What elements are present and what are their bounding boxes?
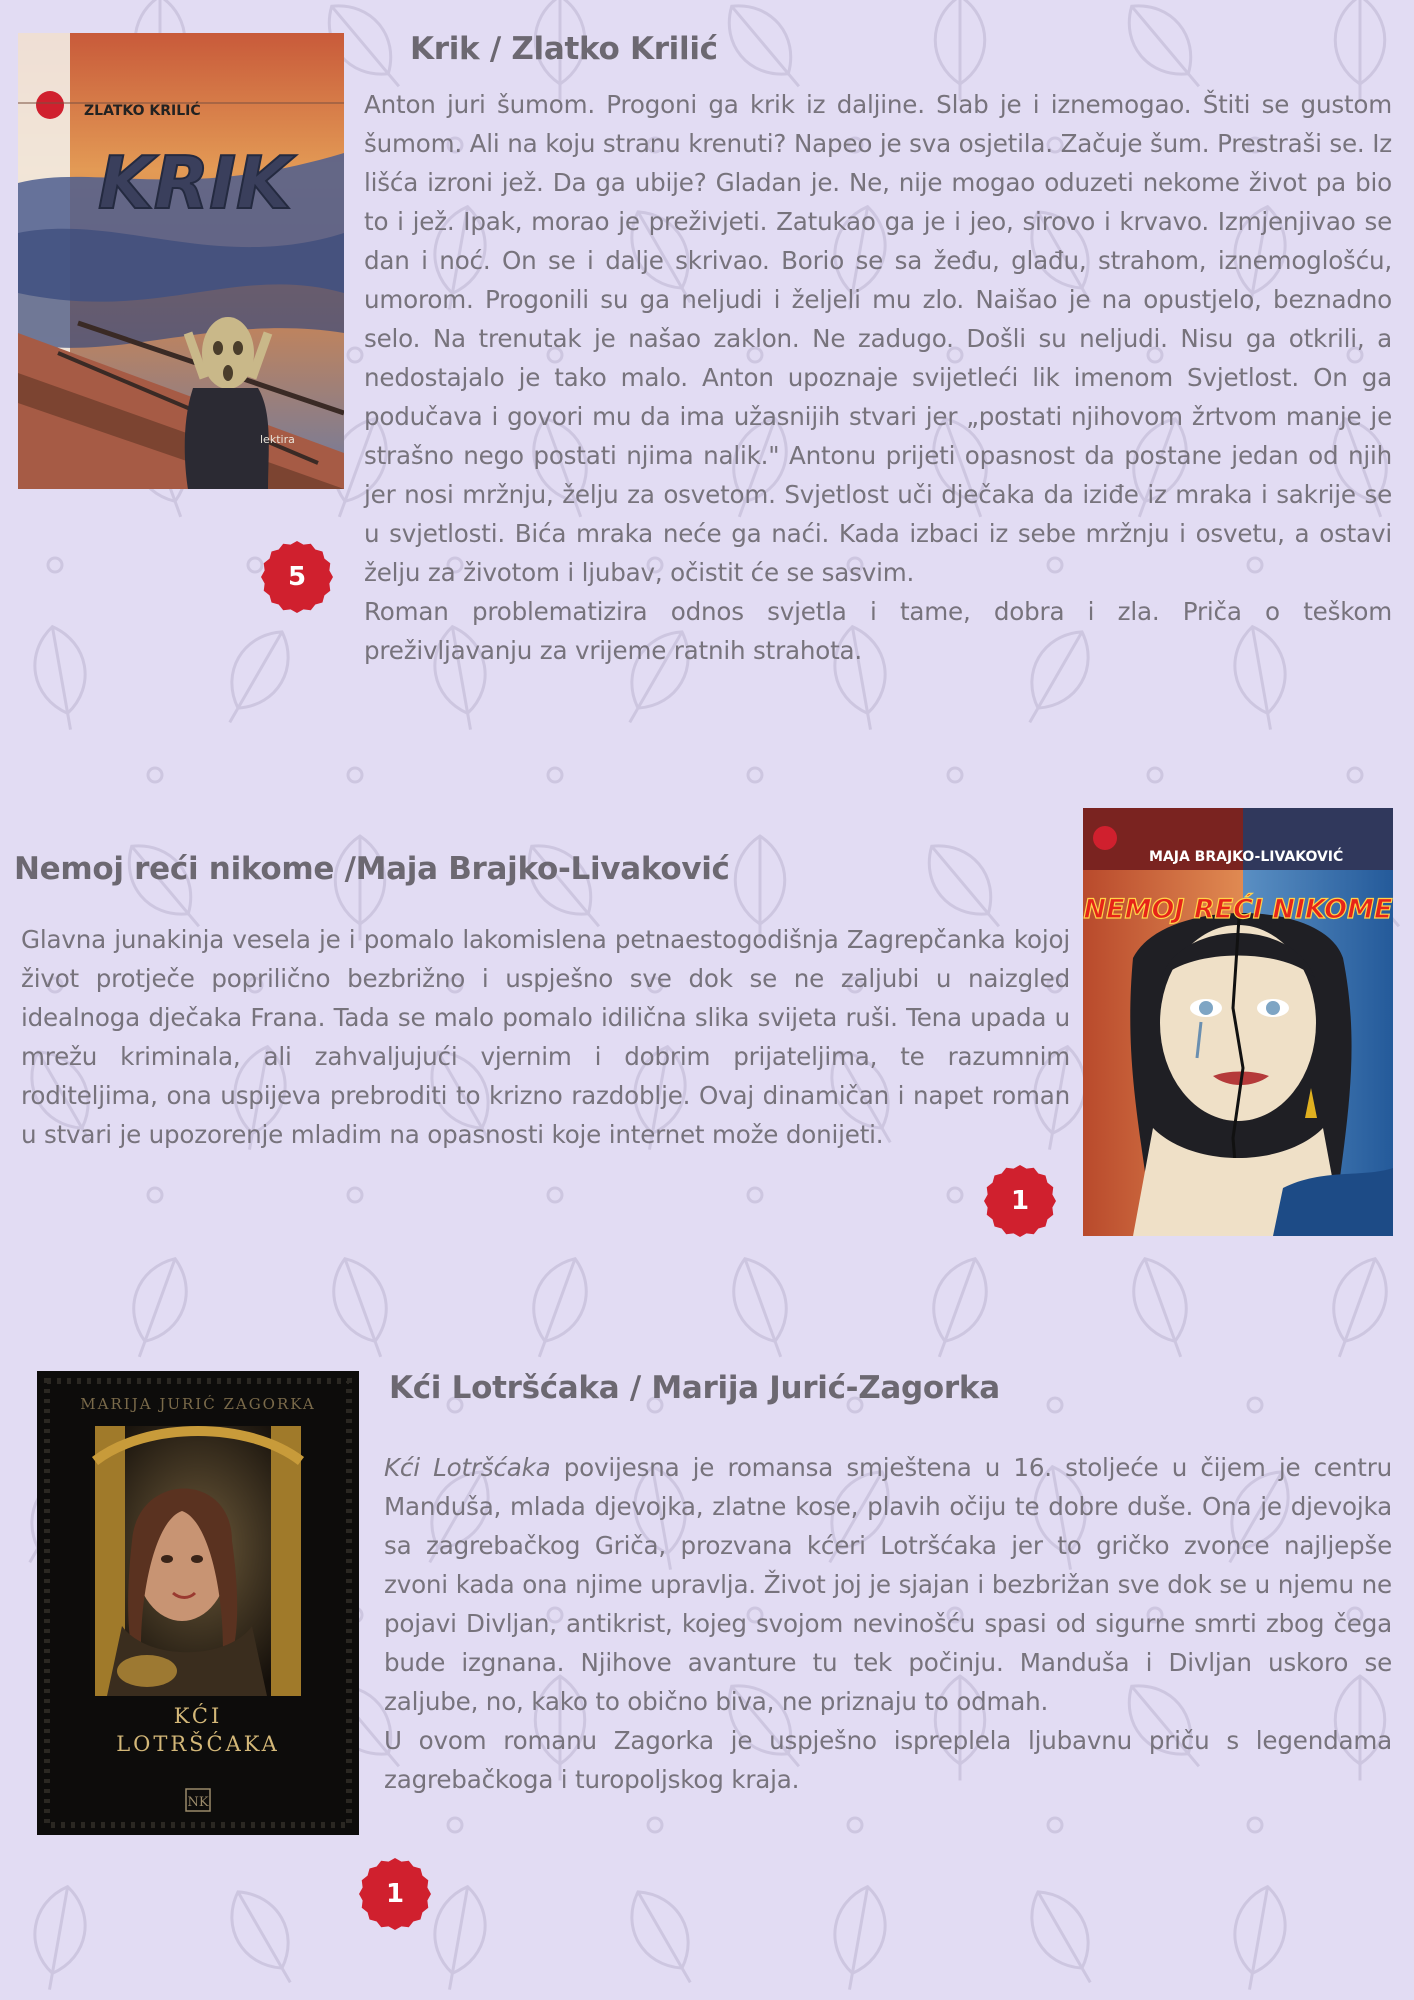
badge-count: 1 bbox=[385, 1879, 405, 1909]
book-title-krik: Krik / Zlatko Krilić bbox=[410, 31, 718, 67]
description-paragraph: U ovom romanu Zagorka je uspješno ispreplela ljubavnu priču s legendama zagrebačkoga i turopoljskog kraja. bbox=[384, 1726, 1392, 1794]
cover-title-krik: KRIK bbox=[98, 141, 292, 225]
book-description-krik bbox=[364, 85, 1392, 670]
cover-footer-krik: lektira bbox=[260, 433, 295, 446]
badge-count: 5 bbox=[287, 562, 307, 592]
badge-count: 1 bbox=[1010, 1186, 1030, 1216]
cover-author-krik: ZLATKO KRILIĆ bbox=[84, 103, 201, 119]
cover-publisher-mark: NK bbox=[187, 1795, 209, 1810]
rating-badge-nemoj-reci-nikome bbox=[983, 1164, 1057, 1238]
book-description-nemoj-reci-nikome bbox=[21, 920, 1070, 1154]
book-description-kci-lotrscaka bbox=[384, 1448, 1392, 1799]
cover-title-kci-line1: KĆI bbox=[173, 1704, 223, 1728]
book-cover-kci-lotrscaka bbox=[37, 1371, 359, 1835]
description-paragraph: Roman problematizira odnos svjetla i tame, dobra i zla. Priča o teškom preživljavanju za vrijeme ratnih strahota. bbox=[364, 597, 1392, 665]
book-cover-nemoj-reci-nikome bbox=[1083, 808, 1393, 1236]
description-text: povijesna je romansa smještena u 16. stoljeće u čijem je centru Manduša, mlada djevojka, zlatne kose, plavih očiju te dobre duše. Ona je djevojka sa zagrebačkog Griča, prozvana kćeri Lotršćaka jer to gričko zvonce najljepše zvoni kada ona njime upravlja. Život joj je sjajan i bezbrižan sve dok se u njemu ne pojavi Divljan, antikrist, kojeg svojom nevinošću spasi od sigurne smrti zbog čega bude izgnana. Njihove avanture tu tek počinju. Manduša i Divljan uskoro se zaljube, no, kako to obično biva, ne priznaju to odmah. bbox=[384, 1453, 1392, 1716]
cover-author-kci: MARIJA JURIĆ ZAGORKA bbox=[80, 1395, 316, 1413]
description-paragraph: Glavna junakinja vesela je i pomalo lakomislena petnaestogodišnja Zagrepčanka kojoj život protječe poprilično bezbrižno i uspješno sve dok se ne zaljubi u naizgled idealnoga dječaka Frana. Tada se malo pomalo idilična slika svijeta ruši. Tena upada u mrežu kriminala, ali zahvaljujući vjernim i dobrim prijateljima, te razumnim roditeljima, ona uspijeva prebroditi to krizno razdoblje. Ovaj dinamičan i napet roman u stvari je upozorenje mladim na opasnosti koje internet može donijeti. bbox=[21, 925, 1070, 1149]
rating-badge-krik bbox=[260, 540, 334, 614]
cover-title-kci-line2: LOTRŠĆAKA bbox=[116, 1732, 280, 1756]
description-paragraph bbox=[384, 1448, 1392, 1721]
book-cover-krik bbox=[18, 33, 344, 489]
cover-title-nemoj: NEMOJ REĆI NIKOME bbox=[1083, 894, 1393, 925]
rating-badge-kci-lotrscaka bbox=[358, 1857, 432, 1931]
book-title-kci-lotrscaka: Kći Lotršćaka / Marija Jurić-Zagorka bbox=[389, 1370, 1000, 1406]
book-title-nemoj-reci-nikome: Nemoj reći nikome /Maja Brajko-Livaković bbox=[14, 851, 730, 887]
cover-author-nemoj: MAJA BRAJKO-LIVAKOVIĆ bbox=[1149, 849, 1344, 865]
book-title-italic: Kći Lotršćaka bbox=[384, 1453, 551, 1482]
description-paragraph: Anton juri šumom. Progoni ga krik iz daljine. Slab je i iznemogao. Štiti se gustom šumom. Ali na koju stranu krenuti? Napeo je sva osjetila. Začuje šum. Prestraši se. Iz lišća izroni jež. Da ga ubije? Gladan je. Ne, nije mogao oduzeti nekome život pa bio to i jež. Ipak, morao je preživjeti. Zatukao ga je i jeo, sirovo i krvavo. Izmjenjivao se dan i noć. On se i dalje skrivao. Borio se sa žeđu, glađu, strahom, iznemoglošću, umorom. Progonili su ga neljudi i željeli mu zlo. Naišao je na opustjelo, beznadno selo. Na trenutak je našao zaklon. Ne zadugo. Došli su neljudi. Nisu ga otkrili, a nedostajalo je tako malo. Anton upoznaje svijetleći lik imenom Svjetlost. On ga podučava i govori mu da ima užasnijih stvari jer „postati njihovom žrtvom manje je strašno nego postati njima nalik." Antonu prijeti opasnost da postane jedan od njih jer nosi mržnju, želju za osvetom. Svjetlost uči dječaka da iziđe iz mraka i sakrije se u svjetlosti. Bića mraka neće ga naći. Kada izbaci iz sebe mržnju i osvetu, a ostavi želju za životom i ljubav, očistit će se sasvim. bbox=[364, 90, 1392, 587]
